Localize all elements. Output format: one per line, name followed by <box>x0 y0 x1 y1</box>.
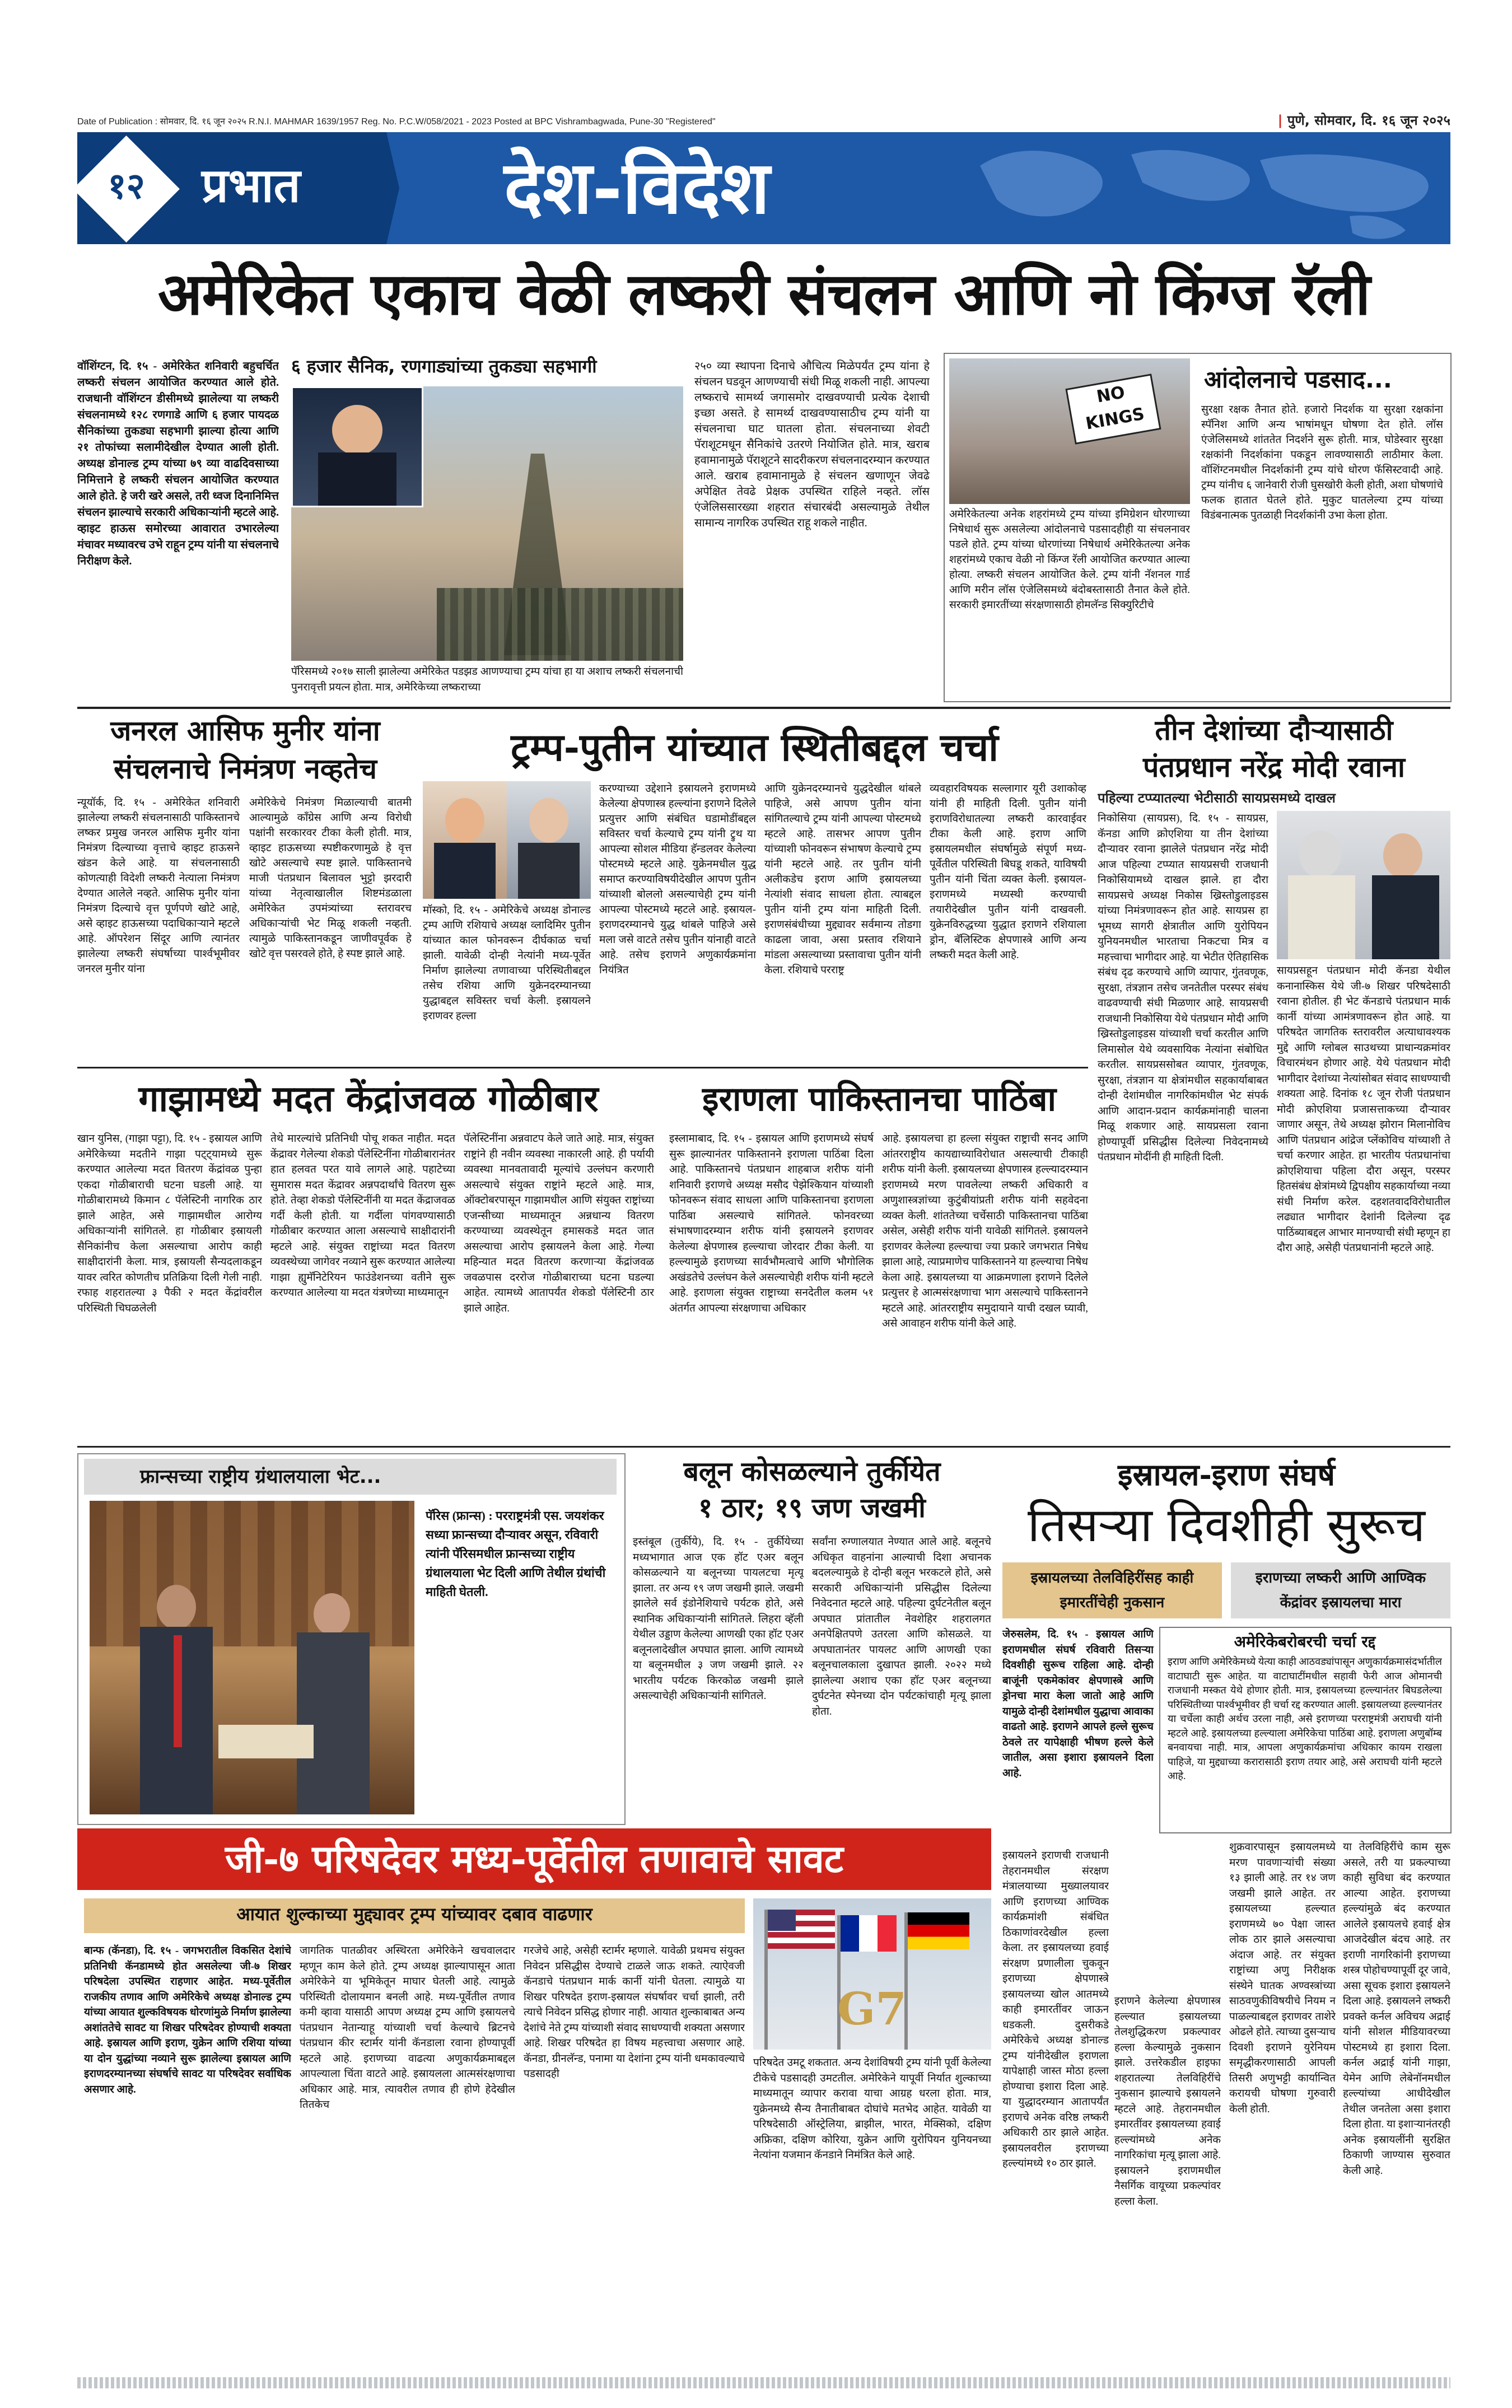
section-title: देश-विदेश <box>504 144 770 230</box>
trump-inset-photo <box>291 386 423 507</box>
story1-subhead: ६ हजार सैनिक, रणगाड्यांच्या तुकड्या सहभागी <box>291 356 597 377</box>
g7-flags-photo <box>753 1898 991 2050</box>
gaza-headline: गाझामध्ये मदत केंद्रांजवळ गोळीबार <box>138 1078 599 1120</box>
munir-headline-1: जनरल आसिफ मुनीर यांना <box>110 714 380 747</box>
munir-headline-2: संचलनाचे निमंत्रण नव्हतेच <box>113 752 377 785</box>
pakistan-col1: इस्लामाबाद, दि. १५ - इस्रायल आणि इराणमध्ये संघर्ष सुरू झाल्यानंतर पाकिस्तानने इराणला पाठिंबा दिला आहे. पाकिस्तानचे पंतप्रधान शाहबाज शरीफ यांनी शनिवारी इराणचे अध्यक्ष मसौद पेझेश्कियान यांच्याशी फोनवरून संवाद साधला आणि पाकिस्तानचा इराणला पाठिंबा असल्याचे सांगितले. फोनवरच्या संभाषणादरम्यान शरीफ यांनी इस्रायलने इराणवर केलेल्या क्षेपणास्त्र हल्ल्याचा जोरदार टीका केली. या हल्ल्यामुळे इराणच्या सार्वभौमत्वाचे आणि भौगोलिक अखंडतेचे उल्लंघन केले असल्याचेही शरीफ यांनी म्हटले आहे. इराणला संयुक्त राष्ट्राच्या सनदेतील कलम ५१ अंतर्गत आपल्या संरक्षणाचा अधिकार <box>669 1133 874 1314</box>
us-talks-text: इराण आणि अमेरिकेमध्ये येत्या काही आठवड्यांपासून अणुकार्यक्रमासंदर्भातील वाटाघाटी सुरू आहेत. या वाटाघाटींमधील सहावी फेरी आज ओमानची राजधानी मस्कत येथे होणार होती. मात्र, इस्रायलच्या हल्ल्यानंतर बिघडलेल्या परिस्थितीच्या पार्श्वभूमीवर ही चर्चा रद्द करण्यात आली. इस्रायलच्या हल्ल्यानंतर या चर्चेला काही अर्थच उरला नाही, असे इराणच्या परराष्ट्रमंत्री अराघची यांनी म्हटले आहे. इस्रायलच्या हल्ल्याला अमेरिकेचा पाठिंबा आहे. इराणला अणुबॉम्ब बनवायचा नाही. मात्र, आपला अणुकार्यक्रमांचा अधिकार कायम राखला पाहिजे, या मुद्द्याच्या करारासाठी इराण तयार आहे, असे अराघची यांनी म्हटले आहे. <box>1168 1656 1442 1781</box>
turkey-headline-1: बलून कोसळल्याने तुर्कीयेत <box>683 1456 941 1487</box>
modi-subhead: पहिल्या टप्प्यातल्या भेटीसाठी सायप्रसमध्ये दाखल <box>1098 790 1336 806</box>
dateline: | पुणे, सोमवार, दि. १६ जून २०२५ <box>1277 113 1450 128</box>
pakistan-headline: इराणला पाकिस्तानचा पाठिंबा <box>702 1080 1056 1119</box>
modi-headline-1: तीन देशांच्या दौऱ्यासाठी <box>1155 713 1393 746</box>
protest-photo <box>949 358 1190 504</box>
world-map-icon <box>946 132 1450 244</box>
paris-photo <box>90 1501 414 1814</box>
dateline-text: पुणे, सोमवार, दि. १६ जून २०२५ <box>1287 113 1450 128</box>
publication-line: Date of Publication : सोमवार, दि. १६ जून २०२५ R.N.I. MAHMAR 1639/1957 Reg. No. P.C.W/058/2021 - 2023 Posted at BPC Vishrambagwada, Pune-30 "Registered" <box>77 117 716 127</box>
no-kings-sign-text: NO KINGS <box>1084 382 1146 434</box>
g7-logo: G7 <box>837 1982 907 2035</box>
no-kings-sign <box>1065 374 1161 445</box>
protest-col1: अमेरिकेतल्या अनेक शहरांमध्ये ट्रम्प यांच्या इमिग्रेशन धोरणाच्या निषेधार्थ सुरू असलेल्या आंदोलनाचे पडसादहीही या संचलनावर पडले होते. ट्रम्प यांच्या धोरणांच्या निषेधार्थ अमेरिकेतल्या अनेक शहरांमध्ये एकाच वेळी नो किंग्ज रॅली आयोजित करण्यात आल्या होत्या. लष्करी संचलन आयोजित केले. ट्रम्प यांनी नॅशनल गार्ड आणि मरीन लॉस एंजेलिसमध्ये बंदोबस्तासाठी तैनात केले होते. सरकारी इमारतींच्या संरक्षणासाठी होमलॅन्ड सिक्युरिटीचे <box>949 508 1190 611</box>
g7-col4: परिषदेत उमटू शकतात. अन्य देशांविषयी ट्रम्प यांनी पूर्वी केलेल्या टीकेचे पडसादही उमटतील. अमेरिकेने यापूर्वी निर्यात शुल्काच्या माध्यमातून व्यापार करावा याचा आग्रह धरला होता. मात्र, युक्रेनमध्ये सैन्य तैनातीबाबत दोघांचे मतभेद आहेत. यावेळी या परिषदेसाठी ऑस्ट्रेलिया, ब्राझील, भारत, मेक्सिको, दक्षिण अफ्रिका, दक्षिण कोरिया, युक्रेन आणि युरोपियन युनियनच्या नेत्यांना यजमान कॅनडाने निमंत्रित केले आहे. <box>753 2057 991 2161</box>
divider <box>77 707 1450 709</box>
trump-putin-photo <box>423 781 591 899</box>
modi-photo <box>1277 811 1450 959</box>
turkey-headline-2: १ ठार; १९ जण जखमी <box>698 1492 926 1524</box>
paris-title: फ्रान्सच्या राष्ट्रीय ग्रंथालयाला भेट... <box>140 1466 381 1488</box>
israel-iran-col2: इराणने केलेल्या क्षेपणास्त्र हल्ल्यात इस्रायलच्या तेलशुद्धिकरण प्रकल्पावर हल्ला केल्यामुळे नुकसान झाले. उत्तरेकडील हाइफा शहरातल्या तेलविहिरींचे नुकसान झाल्याचे इस्रायलने म्हटले आहे. तेहरानमधील इमारतींवर इस्रायलच्या हवाई हल्ल्यांमध्ये अनेक नागरिकांचा मृत्यू झाला आहे. इस्रायलने इराणमधील नैसर्गिक वायूच्या प्रकल्पांवर हल्ला केला. <box>1114 1995 1221 2208</box>
israel-iran-col1: इस्रायलने इराणची राजधानी तेहरानमधील संरक्षण मंत्रालयाच्या मुख्यालयावर आणि इराणच्या आण्विक कार्यक्रमांशी संबंधित ठिकाणांवरदेखील हल्ला केला. तर इस्रायलच्या हवाई संरक्षण प्रणालीला चुकवून इराणच्या क्षेपणास्त्रे इस्रायलच्या खोल आतमध्ये काही इमारतींवर जाऊन धडकली. दुसरीकडे अमेरिकेचे अध्यक्ष डोनाल्ड ट्रम्प यांनीदेखील इराणला यापेक्षाही जास्त मोठा हल्ला होण्याचा इशारा दिला आहे. या युद्धादरम्यान आतापर्यंत इराणचे अनेक वरिष्ठ लष्करी अधिकारी ठार झाले आहेत. इस्रायलवरील इराणच्या हल्ल्यांमध्ये १० ठार झाले. <box>1002 1850 1109 2169</box>
paris-caption: पॅरिस (फ्रान्स) : परराष्ट्रमंत्री एस. जयशंकर सध्या फ्रान्सच्या दौऱ्यावर असून, रविवारी त्यांनी पॅरिसमधील फ्रान्सच्या राष्ट्रीय ग्रंथालयाला भेट दिली आणि तेथील ग्रंथांची माहिती घेतली. <box>426 1509 606 1599</box>
pakistan-col2: आहे. इस्रायलचा हा हल्ला संयुक्त राष्ट्राची सनद आणि आंतरराष्ट्रीय कायद्याच्याविरोधात असल्याची टीकाही शरीफ यांनी केली. इस्रायलच्या क्षेपणास्त्र हल्ल्यादरम्यान इराणमध्ये मरण पावलेल्या लष्करी अधिकारी व अणुशास्त्रज्ञांच्या कुटुंबीयांप्रती शरीफ यांनी सहवेदना व्यक्त केली. शांततेच्या चर्चेसाठी पाकिस्तानचा पाठिंबा असेल, असेही शरीफ यांनी यावेळी सांगितले. इस्रायलने इराणवर केलेल्या हल्ल्याचा ज्या प्रकारे जगभरात निषेध झाला आहे, त्याप्रमाणेच पाकिस्तानने या हल्ल्याचा निषेध केला आहे. इस्रायलच्या या आक्रमणाला इराणने दिलेले प्रत्युत्तर हे आत्मसंरक्षणाचा भाग असल्याचे पाकिस्तानने म्हटले आहे. आंतरराष्ट्रीय समुदायाने याची दखल घ्यावी, असे आवाहन शरीफ यांनी केले आहे. <box>882 1133 1088 1329</box>
story1-lead: वॉशिंग्टन, दि. १५ - अमेरिकेत शनिवारी बहुचर्चित लष्करी संचलन आयोजित करण्यात आले होते. राजधानी वॉशिंग्टन डीसीमध्ये झालेल्या या लष्करी संचलनामध्ये १२८ रणगाडे आणि ६ हजार पायदळ सैनिकांच्या तुकड्या सहभागी झाल्या होत्या आणि २१ तोफांच्या सलामीदेखील देण्यात आली होती. अध्यक्ष डोनाल्ड ट्रम्प यांच्या ७९ व्या वाढदिवसाच्या निमित्ताने हे लष्करी संचलन आयोजित करण्यात आले होते. हे जरी खरे असले, तरी ध्वज दिनानिमित्त संचलन झाल्याचे सरकारी अधिकाऱ्यांनी म्हटले आहे. व्हाइट हाऊस समोरच्या आवारात उभारलेल्या मंचावर मध्यावरच उभे राहून ट्रम्प यांनी या संचलनाचे निरीक्षण केले. <box>77 360 279 567</box>
story1-col2: २५० व्या स्थापना दिनाचे औचित्य मिळेपर्यंत ट्रम्प यांना हे संचलन घडवून आणण्याची संधी मिळू शकली नाही. आपल्या लष्कराचे सामर्थ्य जगासमोर दाखवण्याची प्रत्येक देशाची इच्छा असते. हे सामर्थ्य दाखवण्यासाठीच ट्रम्प यांनी या संचलनाचा घाट घातला होता. संचलनाच्या शेवटी पॅराशूटमधून सैनिकांचे उतरणे नियोजित होते. मात्र, खराब हवामानामुळे पॅराशूटने सादरीकरण संचलनादरम्यान करण्यात आले. खराब हवामानामुळे हे संचलन खणाणून जेवढे अपेक्षित तेवढे प्रेक्षक उपस्थित राहिले नव्हते. लॉस एंजेलिससारख्या शहरात संचारबंदी असल्यामुळे तेथील सामान्य नागरिक उपस्थित राहू शकले नाहीत. <box>694 360 930 529</box>
turkey-col1: इस्तंबूल (तुर्कीये), दि. १५ - तुर्कीयेच्या मध्यभागात आज एक हॉट एअर बलून कोसळल्याने या बलूनच्या पायलटचा मृत्यू झाला. तर अन्य १९ जण जखमी झाले. जखमी झालेले सर्व इंडोनेशियाचे पर्यटक होते, असे स्थानिक अधिकाऱ्यांनी सांगितले. लिहरा व्हॅली येथील उड्डाण केलेल्या आणखी एका हॉट एअर बलूनलादेखील अपघात झाला. आणि त्यामध्ये या बलूनमधील ३ जण जखमी झाले. २२ भारतीय पर्यटक किरकोळ जखमी झाले असल्याचेही अधिकाऱ्यांनी सांगितले. <box>633 1536 804 1702</box>
trump-putin-headline: ट्रम्प-पुतीन यांच्यात स्थितीबद्दल चर्चा <box>511 725 998 770</box>
divider <box>77 1067 1088 1068</box>
protest-col2: सुरक्षा रक्षक तैनात होते. हजारो निदर्शक या सुरक्षा रक्षकांना स्पॅनिश आणि अन्य भाषांमधून घोषणा देत होते. लॉस एंजेलिसमध्ये शांततेत निदर्शने सुरू होती. मात्र, घोडेस्वार सुरक्षा रक्षकांनी निदर्शकांना पकडून लावण्यासाठी लाठीमार केला. वॉशिंग्टनमधील निदर्शकांनी ट्रम्प यांचे धोरण फॅसिस्टवादी आहे. ट्रम्प यांनीच ६ जानेवारी रोजी घुसखोरी केली होती, अशा घोषणांचे फलक हातात घेतले होते. मुकुट घातलेल्या ट्रम्प यांच्या विडंबनात्मक पुतळाही निदर्शकांनी उभा केला होता. <box>1201 404 1443 521</box>
modi-lead: निकोसिया (सायप्रस), दि. १५ - सायप्रस, कॅनडा आणि क्रोएशिया या तीन देशांच्या दौऱ्यावर रवाना झालेले पंतप्रधान नरेंद्र मोदी आज पहिल्या टप्प्यात सायप्रसची राजधानी निकोसियामध्ये दाखल झाले. हा दौरा सायप्रसचे अध्यक्ष निकोस ख्रिस्तोडुलाइडस यांच्या निमंत्रणावरून होत आहे. सायप्रस हा भूमध्य सागरी क्षेत्रातील आणि युरोपियन युनियनमधील भारताचा निकटचा मित्र व महत्त्वाचा भागीदार आहे. या भेटीत ऐतिहासिक संबंध दृढ करण्याचे आणि व्यापार, गुंतवणूक, सुरक्षा, तंत्रज्ञान तसेच जनतेतील परस्पर संबंध वाढवण्याची संधी मिळणार आहे. सायप्रसची राजधानी निकोसिया येथे पंतप्रधान मोदी आणि ख्रिस्तोडुलाइडस यांच्याशी चर्चा करतील आणि लिमासोल येथे व्यवसायिक नेत्यांना संबोधित करतील. सायप्रससोबत व्यापार, गुंतवणूक, सुरक्षा, तंत्रज्ञान या क्षेत्रांमधील सहकार्याबाबत दोन्ही देशांमधील नागरिकांमधील भेट संपर्क आणि आदान-प्रदान कार्यक्रमांनाही चालना मिळू शकणार आहे. सायप्रसला रवाना होण्यापूर्वी प्रसिद्धीस दिलेल्या निवेदनामध्ये पंतप्रधान मोदींनी ही माहिती दिली. <box>1098 813 1268 1163</box>
israel-iran-col3: शुक्रवारपासून इस्रायलमध्ये मरण पावणाऱ्यांची संख्या १३ झाली आहे. तर १४ जण जखमी झाले आहेत. तर इस्रायलच्या हल्ल्यात इराणमध्ये ७० पेक्षा जास्त लोक ठार झाले असल्याचा अंदाज आहे. तर संयुक्त राष्ट्रांच्या अणु निरीक्षक संस्थेने घातक अण्वस्त्रांच्या साठवणुकीविषयीचे नियम न पाळल्याबद्दल इराणवर ताशेरे ओढले होते. त्याच्या दुसऱ्याच दिवशी इराणने युरेनियम समृद्धीकरणासाठी आपली तिसरी अणुभट्टी कार्यान्वित करायची घोषणा गुरुवारी केली होती. <box>1229 1841 1336 2115</box>
trump-putin-col3: आणि युक्रेनदरम्यानचे युद्धदेखील थांबले पाहिजे, असे आपण पुतीन यांना सांगितल्याचे ट्रम्प यांनी आपल्या पोस्टमध्ये म्हटले आहे. तासभर आपण पुतीन यांच्याशी फोनवरून संभाषण केल्याचे ट्रम्प यांनी म्हटले आहे. तर पुतीन यांनी अलीकडेच इराण आणि इस्रायलच्या नेत्यांशी संवाद साधला होता. त्याबद्दल पुतीन यांनी ट्रम्प यांना माहिती दिली. इराणसंबंधीच्या मुद्द्यावर सर्वमान्य तोडगा काढला जावा, असा प्रस्ताव रशियाने मांडला असल्याच्या प्रस्तावाचा पुतीन यांनी केला. रशियाचे परराष्ट्र <box>764 783 921 976</box>
trump-putin-col4: व्यवहारविषयक सल्लागार यूरी उशाकोव्ह यांनी ही माहिती दिली. पुतीन यांनी इराणविरोधातल्या लष्करी कारवाईवर टीका केली आहे. इराण आणि इस्रायलमधील संघर्षामुळे संपूर्ण मध्य-पूर्वेतील परिस्थिती बिघडू शकते, याविषयी पुतीन यांनी चिंता व्यक्त केली. इस्रायल-इराणमध्ये मध्यस्थी करण्याची तयारीदेखील पुतीन यांनी दाखवली. युक्रेनविरुद्धच्या युद्धात इराणने रशियाला ड्रोन, बॅलिस्टिक क्षेपणास्त्रे आणि अन्य लष्करी मदत केली आहे. <box>930 783 1086 961</box>
munir-col1: न्यूयॉर्क, दि. १५ - अमेरिकेत शनिवारी झालेल्या लष्करी संचलनासाठी पाकिस्तानचे लष्कर प्रमुख जनरल आसिफ मुनीर यांना निमंत्रण दिल्याच्या वृत्ताचे व्हाइट हाऊसने खंडन केले आहे. या संचलनासाठी कोणत्याही विदेशी लष्करी नेत्याला निमंत्रण देण्यात आलेले नव्हते. आसिफ मुनीर यांना निमंत्रण दिल्याचे वृत्त पूर्णपणे खोटे आहे, असे व्हाइट हाऊसच्या पदाधिकाऱ्याने म्हटले आहे. ऑपरेशन सिंदूर आणि त्यानंतर झालेल्या लष्करी संघर्षाच्या पार्श्वभूमीवर जनरल मुनीर यांना <box>77 797 240 975</box>
divider <box>77 1446 1450 1448</box>
israel-iran-col4: या तेलविहिरींचे काम सुरू असले, तरी या प्रकल्पाच्या काही सुविधा बंद करण्यात आल्या आहेत. इराणच्या हल्ल्यांमुळे बंद करण्यात आलेले इस्रायलचे हवाई क्षेत्र आजदेखील बंदच आहे. तर इराणी नागरिकांनी इराणच्या शस्त्र पोहोचण्यापूर्वी दूर जावे, असा सूचक इशारा इस्रायलने दिला आहे. इस्रायलने लष्करी प्रवक्ते कर्नल अविचय अद्राई यांनी सोशल मीडियावरच्या पोस्टमध्ये हा इशारा दिला. कर्नल अद्राई यांनी गाझा, येमेन आणि लेबेनॉनमधील हल्ल्यांच्या आधीदेखील तेथील जनतेला असा इशारा दिला होता. या इशाऱ्यानंतरही अनेक इस्रायलींनी सुरक्षित ठिकाणी जाण्यास सुरुवात केली आहे. <box>1343 1841 1450 2177</box>
parade-photo <box>291 386 683 661</box>
us-talks-title: अमेरिकेबरोबरची चर्चा रद्द <box>1234 1632 1376 1651</box>
modi-headline-2: पंतप्रधान नरेंद्र मोदी रवाना <box>1142 750 1406 783</box>
story1-caption: पॅरिसमध्ये २०१७ साली झालेल्या अमेरिकेत पडझड आणण्याचा ट्रम्प यांचा हा या अशाच लष्करी संचलनाची पुनरावृत्ती प्रयत्न होता. मात्र, अमेरिकेच्या लष्कराच्या <box>291 666 683 693</box>
munir-col2: अमेरिकेचे निमंत्रण मिळाल्याची बातमी आल्यामुळे काँग्रेस आणि अन्य विरोधी पक्षांनी सरकारवर टीका केली होती. मात्र, व्हाइट हाऊसच्या स्पष्टीकरणामुळे हे वृत्त खोटे असल्याचे स्पष्ट झाले. पाकिस्तानचे माजी पंतप्रधान बिलावल भुट्टो झरदारी यांच्या नेतृत्वाखालील शिष्टमंडळाला अमेरिकेत उपमंत्र्यांच्या स्तरावरच अधिकाऱ्यांची भेट मिळू शकली नव्हती. त्यामुळे पाकिस्तानकडून जाणीवपूर्वक हे खोटे वृत्त पसरवले होते, हे स्पष्ट झाले आहे. <box>249 797 412 960</box>
protest-title: आंदोलनाचे पडसाद... <box>1204 366 1392 393</box>
g7-lead: बान्फ (कॅनडा), दि. १५ - जगभरातील विकसित देशांचे प्रतिनिधी कॅनडामध्ये होत असलेल्या जी-७ शिखर परिषदेला उपस्थित राहणार आहेत. मध्य-पूर्वेतील राजकीय तणाव आणि अमेरिकेचे अध्यक्ष डोनाल्ड ट्रम्प यांच्या आयात शुल्कविषयक धोरणांमुळे निर्माण झालेल्या अशांततेचे सावट या शिखर परिषदेवर होण्याची शक्यता आहे. इस्रायल आणि इराण, युक्रेन आणि रशिया यांच्या या दोन युद्धांच्या नव्याने सुरू झालेल्या इस्रायल आणि इराणदरम्यानच्या संघर्षाचे सावट या परिषदेवर सर्वाधिक असणार आहे. <box>84 1945 291 2096</box>
logo: प्रभात <box>202 157 301 213</box>
trump-putin-col1: मॉस्को, दि. १५ - अमेरिकेचे अध्यक्ष डोनाल्ड ट्रम्प आणि रशियाचे अध्यक्ष व्लादिमिर पुतीन यांच्यात काल फोनवरून दीर्घकाळ चर्चा झाली. यावेळी दोन्ही नेत्यांनी मध्य-पूर्वेत निर्माण झालेल्या तणावाच्या परिस्थितीबद्दल तसेच रशिया आणि युक्रेनदरम्यानच्या युद्धाबद्दल सविस्तर चर्चा केली. इस्रायलने इराणवर हल्ला <box>423 904 591 1022</box>
israel-banner-left-text: इस्रायलच्या तेलविहिरींसह काही इमारतींचेही नुकसान <box>1030 1570 1194 1611</box>
gaza-col3: पॅलेस्टिनींना अन्नवाटप केले जाते आहे. मात्र, संयुक्त राष्ट्रांने ही नवीन व्यवस्था नाकारली आहे. ही पर्यायी व्यवस्था मानवतावादी मूल्यांचे उल्लंघन करणारी असल्याचे संयुक्त राष्ट्रांने म्हटले आहे. मात्र, ऑक्टोबरपासून गाझामधील आणि संयुक्त राष्ट्रांच्या एजन्सीच्या माध्यमातून अन्नधान्य वितरण करण्याच्या व्यवस्थेतून हमासकडे मदत जात असल्याचा आरोप इस्रायलने केला आहे. गेल्या महिन्यात मदत वितरण करणाऱ्या केंद्रांजवळ जवळपास दररोज गोळीबाराच्या घटना घडल्या आहेत. त्यामध्ये आतापर्यंत शेकडो पॅलेस्टिनी ठार झाले आहेत. <box>464 1133 654 1314</box>
g7-col3: गरजेचे आहे, असेही स्टार्मर म्हणाले. यावेळी प्रथमच संयुक्त निवेदन प्रसिद्धीस देण्याचे टाळले जाऊ शकते. त्याऐवजी कॅनडाचे पंतप्रधान मार्क कार्नी यांनी घेतला. त्यामुळे या शिखर परिषदेत इराण-इस्रायल संघर्षावर चर्चा झाली, तरी त्याचे निवेदन प्रसिद्ध होणार नाही. आयात शुल्काबाबत अन्य देशांचे नेते ट्रम्प यांच्याशी संवाद साधण्याची शक्यता असणार आहे. शिखर परिषदेत हा विषय महत्त्वाचा असणार आहे. कॅनडा, ग्रीनलॅन्ड, पनामा या देशांना ट्रम्प यांनी धमकावल्याचे पडसादही <box>524 1945 745 2080</box>
footer-pattern <box>77 2377 1450 2388</box>
g7-subhead: आयात शुल्काच्या मुद्द्यावर ट्रम्प यांच्यावर दबाव वाढणार <box>236 1903 592 1925</box>
israel-iran-lead: जेरुसलेम, दि. १५ - इस्रायल आणि इराणमधील संघर्ष रविवारी तिसऱ्या दिवशीही सुरूच राहिला आहे. दोन्ही बाजूंनी एकमेकांवर क्षेपणास्त्रे आणि ड्रोनचा मारा केला जातो आहे आणि यामुळे दोन्ही देशांमधील युद्धाचा आवाका वाढतो आहे. इराणने आपले हल्ले सुरूच ठेवले तर यापेक्षाही भीषण हल्ले केले जातील, असा इशारा इस्रायलने दिला आहे. <box>1002 1628 1154 1779</box>
gaza-col1: खान युनिस, (गाझा पट्टा), दि. १५ - इस्रायल आणि अमेरिकेच्या मदतीने गाझा पट्ट्यामध्ये सुरू करण्यात आलेल्या मदत वितरण केंद्रांवळ पुन्हा एकदा गोळीबाराची घटना घडली आहे. या गोळीबारामध्ये किमान ८ पॅलेस्टिनी नागरिक ठार झाले आहेत, असे गाझामधील आरोग्य अधिकाऱ्यांनी सांगितले. हा गोळीबार इस्रायली सैनिकांनीच केला असल्याचा आरोप काही साक्षीदारांनी केला. मात्र, इस्रायली सैन्यदलाकडून यावर त्वरित कोणतीच प्रतिक्रिया दिली गेली नाही. रफाह शहरातल्या ३ पैकी २ मदत केंद्रांवरील परिस्थिती चिघळलेली <box>77 1133 262 1314</box>
page-number: १२ <box>108 166 145 207</box>
turkey-col2: सर्वांना रुग्णालयात नेण्यात आले आहे. बलूनचे अधिकृत वाहनांना आल्याची दिशा अचानक बदलल्यामुळे हे दोन्ही बलून भरकटले होते, असे सरकारी अधिकाऱ्यांनी प्रसिद्धीस दिलेल्या निवेदनात म्हटले आहे. पहिल्या दुर्घटनेतील बलून अपघात प्रांतातील नेवशेहिर शहरालगत अनपेक्षितपणे उतरला आणि कोसळले. या अपघातानंतर पायलट आणि आणखी एका बलूनचालकाला दुखापत झाली. २०२२ मध्ये झालेल्या अशाच एका हॉट एअर बलूनच्या दुर्घटनेत स्पेनच्या दोन पर्यटकांचाही मृत्यू झाला होता. <box>812 1536 991 1718</box>
g7-headline: जी-७ परिषदेवर मध्य-पूर्वेतील तणावाचे सावट <box>225 1837 844 1882</box>
g7-col2: जागतिक पातळीवर अस्थिरता अमेरिकेने खचवालदार म्हणून काम केले होते. ट्रम्प अध्यक्ष झाल्यापासून आता अमेरिकेने या भूमिकेतून माघार घेतली आहे. त्यामुळे परिस्थिती दोलायमान बनली आहे. मध्य-पूर्वेतील तणाव कमी व्हावा यासाठी आपण अध्यक्ष ट्रम्प आणि इस्रायलचे पंतप्रधान नेतान्याहू यांच्याशी चर्चा केल्याचे ब्रिटनचे पंतप्रधान कीर स्टार्मर यांनी कॅनडाला रवाना होण्यापूर्वी म्हटले आहे. इराणच्या वाढत्या अणुकार्यक्रमाबद्दल आपल्याला चिंता वाटते आहे. इस्रायलला आत्मसंरक्षणाचा अधिकार आहे. मात्र, त्यावरील तणाव ही होणे हेदेखील तितकेच <box>300 1945 515 2111</box>
gaza-col2: तेथे मारल्यांचे प्रतिनिधी पोचू शकत नाहीत. मदत केंद्रावर गेलेल्या शेकडो पॅलेस्टिनींना गोळीबारानंतर हात हलवत परत यावे लागले आहे. पहाटेच्या सुमारास मदत केंद्रावर अन्नपदार्थांचे वितरण सुरू होते. तेव्हा शेकडो पॅलेस्टिनींनी या मदत केंद्राजवळ गर्दी केली होती. या गर्दीला पांगवण्यासाठी गोळीबार करण्यात आला असल्याचे साक्षीदारांनी म्हटले आहे. संयुक्त राष्ट्रांच्या मदत वितरण व्यवस्थेच्या जागेवर नव्याने सुरू करण्यात आलेल्या गाझा ह्युमॅनिटेरियन फाउंडेशनच्या वतीने सुरू करण्यात आलेल्या या मदत यंत्रणेच्या माध्यमातून <box>270 1133 455 1299</box>
israel-iran-headline-1: इस्रायल-इराण संघर्ष <box>1118 1457 1335 1492</box>
trump-putin-col2: करण्याच्या उद्देशाने इस्रायलने इराणमध्ये केलेल्या क्षेपणास्त्र हल्ल्यांना इराणने दिलेले प्रत्युत्तर आणि संबंधित घडामोडींबद्दल सविस्तर चर्चा केल्याचे ट्रम्प यांनी ट्रुथ या आपल्या सोशल मीडिया हॅन्डलवर केलेल्या पोस्टमध्ये म्हटले आहे. युक्रेनमधील युद्ध समाप्त करण्याविषयीदेखील आपण पुतीन यांच्याशी बोललो असल्याचेही ट्रम्प यांनी आपल्या पोस्टमध्ये म्हटले आहे. इस्रायल-इराणदरम्यानचे युद्ध थांबले पाहिजे असे मला जसे वाटते तसेच पुतीन यांनाही वाटते आहे. तसेच इराणने अणुकार्यक्रमांना नियंत्रित <box>599 783 756 976</box>
israel-banner-right-text: इराणच्या लष्करी आणि आण्विक केंद्रांवर इस्रायलचा मारा <box>1255 1570 1426 1611</box>
story1-headline: अमेरिकेत एकाच वेळी लष्करी संचलन आणि नो किंग्ज रॅली <box>157 259 1370 328</box>
israel-iran-headline-2: तिसऱ्या दिवशीही सुरूच <box>1028 1497 1425 1552</box>
modi-col2: सायप्रसहून पंतप्रधान मोदी कॅनडा येथील कनानास्किस येथे जी-७ शिखर परिषदेसाठी रवाना होतील. ही भेट कॅनडाचे पंतप्रधान मार्क कार्नी यांच्या आमंत्रणावरून होत आहे. या परिषदेत जागतिक स्तरावरील अत्याधावश्यक मुद्दे आणि ग्लोबल साउथच्या प्राधान्यक्रमांवर विचारमंथन होणार आहे. येथे पंतप्रधान मोदी भागीदार देशांच्या नेत्यांसोबत संवाद साधण्याची शक्यता आहे. दिनांक १८ जून रोजी पंतप्रधान मोदी क्रोएशिया प्रजासत्ताकच्या दौऱ्यावर जाणार असून, तेथे अध्यक्ष झोरान मिलानोविच आणि पंतप्रधान आंद्रेज प्लेंकोविच यांच्याशी ते चर्चा करणार आहेत. हा भारतीय पंतप्रधानांचा क्रोएशियाचा पहिला दौरा असून, परस्पर हितसंबंध क्षेत्रांमध्ये द्विपक्षीय सहकार्याच्या नव्या संधी निर्माण करेल. दहशतवादविरोधातील लढ्यात भागीदार देशांनी दिलेल्या दृढ पाठिंब्याबद्दल आभार मानण्याची संधी म्हणून हा दौरा आहे, असेही पंतप्रधानांनी म्हटले आहे. <box>1277 965 1450 1254</box>
